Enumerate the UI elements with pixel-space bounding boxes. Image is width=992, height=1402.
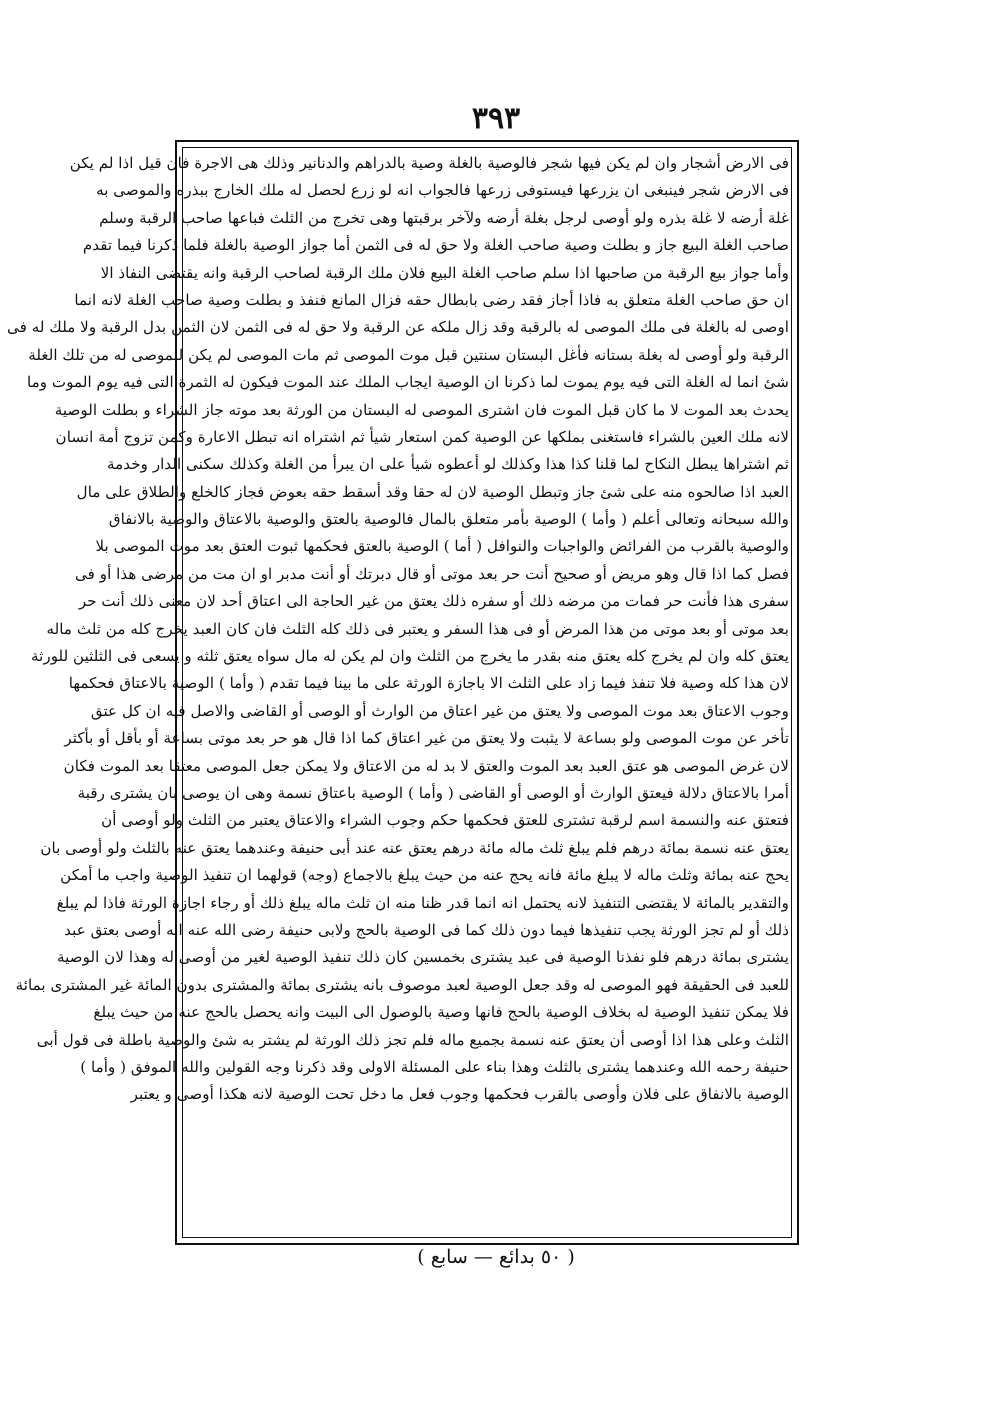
text-line: والله سبحانه وتعالى أعلم ( وأما ) الوصية بأمر متعلق بالمال فالوصية بالعتق والوصية بالاعتاق والوصية بالانفاق xyxy=(108,510,789,529)
text-line: فلا يمكن تنفيذ الوصية له بخلاف الوصية بالحج فانها وصية بالوصول الى البيت وانه يحصل بالحج عنه من حيث يبلغ xyxy=(93,1003,789,1022)
text-line: للعبد فى الحقيقة فهو الموصى له وقد جعل الوصية لعبد موصوف بانه يشترى بمائة والمشترى بدون المائة غير المشترى بمائة xyxy=(15,975,789,994)
text-line: فى الارض شجر فينبغى ان يزرعها فيستوفى زرعها فالجواب انه لو زرع لحصل له ملك الخارج ببذره والموصى به xyxy=(96,181,789,200)
volume-reference: ( ٥٠ بدائع — سابع ) xyxy=(417,1246,575,1268)
text-line: فى الارض أشجار وان لم يكن فيها شجر فالوصية بالغلة وصية بالدراهم والدنانير وذلك هى الاجرة فان قيل اذا لم يكن xyxy=(69,154,789,172)
text-line: أمرا بالاعتاق دلالة فيعتق الوارث أو الوصى أو القاضى ( وأما ) الوصية باعتاق نسمة وهى ان يوصى بان يشترى رقبة xyxy=(77,783,789,802)
text-line: تأخر عن موت الموصى ولو بساعة لا يثبت ولا يعتق من غير اعتاق كما اذا قال هو حر بعد موتى بساعة أو بأقل أو بأكثر xyxy=(64,729,789,748)
text-line: يحدث بعد الموت لا ما كان قبل الموت فان اشترى الموصى له البستان من الورثة بعد موته جاز الشراء و بطلت الوصية xyxy=(54,400,789,419)
text-line: فتعتق عنه والنسمة اسم لرقبة تشترى للعتق فحكمها حكم وجوب الشراء والاعتاق يعتبر من الثلث ولو أوصى أن xyxy=(101,811,789,830)
text-line: لان غرض الموصى هو عتق العبد بعد الموت والعتق لا بد له من الاعتاق ولا يمكن جعل الموصى معتقا بعد الموت فكان xyxy=(63,756,789,775)
page-number: ٣٩٣ xyxy=(471,101,521,136)
text-line: اوصى له بالغلة فى ملك الموصى له بالرقبة وقد زال ملكه عن الرقبة ولا حق له فى الثمن لان الثمن بدل الرقبة ولا ملك له فى xyxy=(7,318,789,337)
text-line: ثم اشتراها يبطل النكاح لما قلنا كذا هذا وكذلك لو أعطوه شيأ على ان يبرأ من الغلة وكذلك سكنى الدار وخدمة xyxy=(107,455,789,474)
text-line: يعتق كله وان لم يخرج كله يعتق منه بقدر ما يخرج من الثلث وان لم يكن له مال سواه يعتق ثلثه و يسعى فى الثلثين للورثة xyxy=(31,647,789,666)
text-line: الرقبة ولو أوصى له بغلة بستانه فأغل البستان سنتين قبل موت الموصى ثم مات الموصى لم يكن للموصى له من تلك الغلة xyxy=(28,345,789,364)
text-line: حنيفة رحمه الله وعندهما يشترى بالثلث وهذا بناء على المسئلة الاولى وقد ذكرنا وجه القولين والله الموفق ( وأما ) xyxy=(80,1057,789,1076)
text-line: ذلك أو لم تجز الورثة يجب تنفيذها فيما دون ذلك كما فى الوصية بالحج ولابى حنيفة رضى الله عنه انه أوصى بعتق عبد xyxy=(64,920,789,939)
text-line: يشترى بمائة درهم فلو نفذنا الوصية فى عبد يشترى بخمسين كان ذلك تنفيذ الوصية لغير من أوصى له وهذا لان الوصية xyxy=(57,948,789,967)
text-line: الوصية بالانفاق على فلان وأوصى بالقرب فحكمها وجوب فعل ما دخل تحت الوصية لانه هكذا أوصى و يعتبر xyxy=(130,1085,789,1104)
text-line: شئ انما له الغلة التى فيه يوم يموت لما ذكرنا ان الوصية ايجاب الملك عند الموت فيكون له الثمرة التى فيه يوم الموت وما xyxy=(26,373,789,392)
text-line: صاحب الغلة البيع جاز و بطلت وصية صاحب الغلة ولا حق له فى الثمن أما جواز الوصية بالغلة فلما ذكرنا فيما تقدم xyxy=(82,236,789,255)
text-line: وأما جواز بيع الرقبة من صاحبها اذا سلم صاحب الغلة البيع فلان ملك الرقبة لصاحب الرقبة وانه يقتضى النفاذ الا xyxy=(100,263,789,282)
text-line: العبد اذا صالحوه منه على شئ جاز وتبطل الوصية لان له حقا وقد أسقط حقه بعوض فجاز كالخلع والطلاق على مال xyxy=(76,482,789,501)
text-line: الثلث وعلى هذا اذا أوصى أن يعتق عنه نسمة بجميع ماله فلم تجز ذلك الورثة لم يشتر به شئ والوصية باطلة فى قول أبى xyxy=(36,1030,789,1049)
text-line: لانه ملك العين بالشراء فاستغنى بملكها عن الوصية كمن استعار شيأ ثم اشتراه انه تبطل الاعارة وكمن تزوج أمة انسان xyxy=(55,427,789,446)
text-line: يعتق عنه نسمة بمائة درهم فلم يبلغ ثلث ماله مائة درهم يعتق عنه عند أبى حنيفة وعندهما يعتق عنه بالثلث ولو أوصى بان xyxy=(40,838,789,857)
text-line: لان هذا كله وصية فلا تنفذ فيما زاد على الثلث الا باجازة الورثة على ما بينا فيما تقدم ( وأما ) الوصية بالاعتاق فحكمها xyxy=(68,674,789,693)
text-line: والوصية بالقرب من الفرائض والواجبات والنوافل ( أما ) الوصية بالعتق فحكمها ثبوت العتق بعد موت الموصى بلا xyxy=(95,537,789,556)
text-line: غلة أرضه لا غلة بذره ولو أوصى لرجل بغلة أرضه ولآخر برقبتها وهى تخرج من الثلث فباعها صاحب الرقبة وسلم xyxy=(99,208,789,227)
text-line: سفرى هذا فأنت حر فمات من مرضه ذلك أو سفره ذلك يعتق من غير الحاجة الى اعتاق أحد لان معنى ذلك أنت حر xyxy=(78,592,789,611)
text-line: والتقدير بالمائة لا يقتضى التنفيذ لانه يحتمل انه انما قدر ظنا منه ان ثلث ماله يبلغ ذلك أو رجاء اجازة الورثة فاذا لم يبلغ xyxy=(56,893,789,912)
text-line: وجوب الاعتاق بعد موت الموصى ولا يعتق من غير اعتاق من الوارث أو الوصى أو القاضى والاصل فيه ان كل عتق xyxy=(90,701,789,720)
text-line: ان حق صاحب الغلة متعلق به فاذا أجاز فقد رضى بابطال حقه فزال المانع فنفذ و بطلت وصية صاحب الغلة لانه انما xyxy=(74,290,789,309)
text-line: يحج عنه بمائة وثلث ماله لا يبلغ مائة فانه يحج عنه من حيث يبلغ بالاجماع (وجه) قولهما ان تنفيذ الوصية واجب ما أمكن xyxy=(60,866,789,885)
text-body xyxy=(7,150,789,1237)
text-frame xyxy=(7,140,799,1245)
text-line: فصل كما اذا قال وهو مريض أو صحيح أنت حر بعد موتى أو قال دبرتك أو أنت مدبر او ان مت من مرضى هذا أو فى xyxy=(75,564,789,583)
text-line: بعد موتى أو بعد موتى من هذا المرض أو فى هذا السفر و يعتبر فى ذلك كله الثلث فان كان العبد يخرج كله من ثلث ماله xyxy=(46,619,789,638)
